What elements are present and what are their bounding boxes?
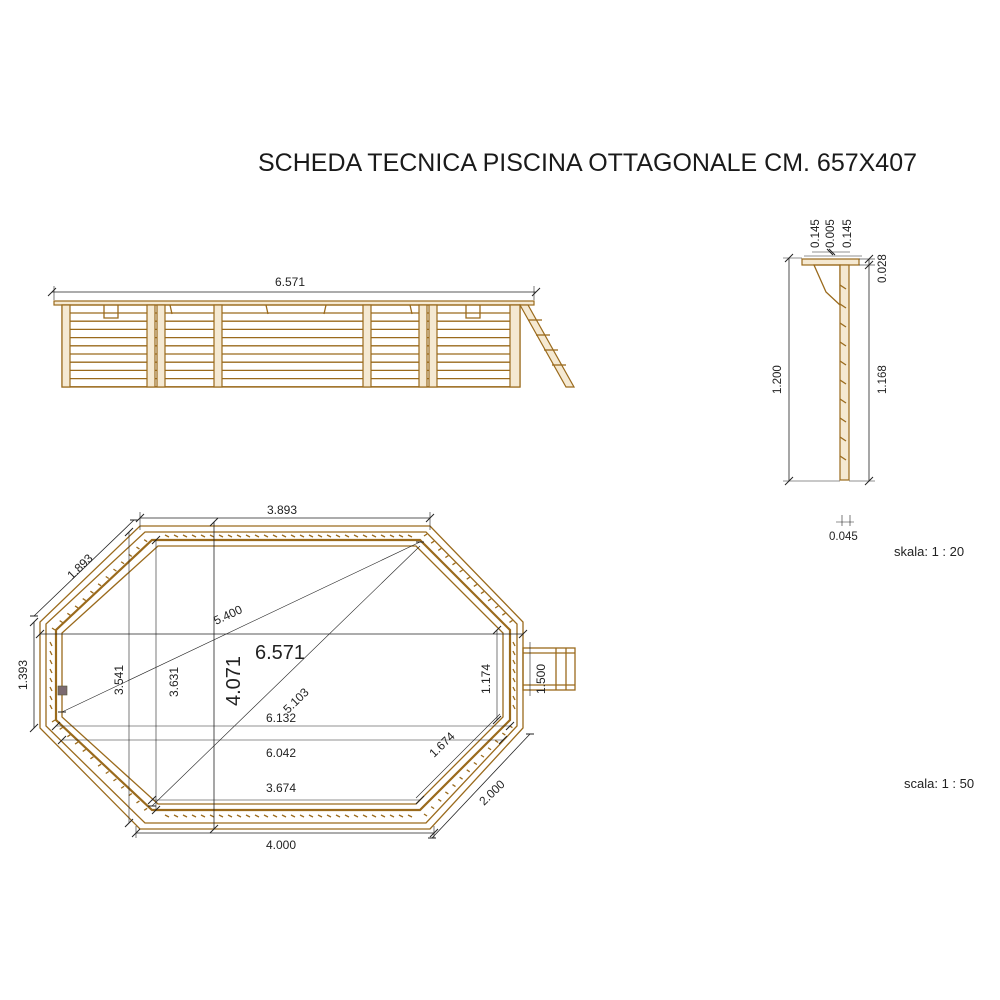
drawing-line	[513, 696, 515, 700]
drawing-line	[60, 621, 63, 623]
drawing-line	[488, 599, 491, 601]
drawing-line	[219, 815, 223, 817]
drawing-line	[255, 815, 259, 817]
drawing-line	[83, 599, 86, 601]
wall-section-view	[772, 219, 964, 559]
drawing-line	[513, 651, 515, 655]
plan-end-height-label: 1.393	[16, 659, 30, 690]
drawing-line	[52, 720, 55, 722]
plan-diag-side-label: 1.893	[64, 551, 96, 583]
drawing-line	[90, 757, 93, 759]
drawing-line	[183, 815, 187, 817]
drawing-line	[90, 591, 93, 593]
drawing-line	[300, 535, 304, 537]
drawing-line	[106, 772, 109, 774]
drawing-line	[98, 584, 101, 586]
drawing-line	[50, 696, 52, 700]
drawing-line	[246, 815, 250, 817]
plan-top-side-label: 3.893	[267, 503, 298, 517]
drawing-line	[381, 535, 385, 537]
drawing-line	[192, 535, 196, 537]
drawing-line	[513, 705, 515, 709]
drawing-line	[75, 606, 78, 608]
drawing-line	[144, 540, 147, 542]
section-cap-label: 0.028	[877, 254, 889, 283]
drawing-line	[452, 785, 455, 787]
plan-inner-3631-label: 3.631	[167, 666, 181, 697]
drawing-line	[474, 762, 477, 764]
drawing-line	[481, 592, 484, 594]
drawing-line	[246, 535, 250, 537]
drawing-line	[467, 577, 470, 579]
section-top-b-label: 0.005	[825, 219, 837, 248]
plan-scale-label: scala: 1 : 50	[904, 776, 975, 791]
plan-bottom-total-label: 4.000	[266, 838, 297, 852]
drawing-line	[228, 535, 232, 537]
drawing-line	[210, 815, 214, 817]
drawing-line	[495, 740, 498, 742]
drawing-line	[237, 815, 241, 817]
drawing-line	[513, 642, 515, 646]
drawing-line	[424, 534, 427, 536]
elevation-length-label: 6.571	[275, 275, 306, 289]
drawing-line	[336, 535, 340, 537]
drawing-line	[452, 563, 455, 565]
drawing-line	[363, 535, 367, 537]
plan-diag-5103-label: 5.103	[280, 685, 312, 717]
plan-inner-6132-label: 6.132	[266, 711, 297, 725]
drawing-line	[481, 755, 484, 757]
drawing-line	[192, 815, 196, 817]
drawing-line	[408, 815, 412, 817]
plan-diag-1674-label: 1.674	[426, 729, 458, 761]
drawing-line	[113, 569, 116, 571]
drawing-line	[502, 613, 505, 615]
drawing-line	[460, 570, 463, 572]
drawing-line	[336, 815, 340, 817]
drawing-line	[228, 815, 232, 817]
drawing-line	[399, 535, 403, 537]
drawing-line	[50, 687, 52, 691]
drawing-line	[201, 815, 205, 817]
drawing-line	[210, 535, 214, 537]
drawing-line	[354, 815, 358, 817]
drawing-line	[345, 535, 349, 537]
drawing-line	[513, 678, 515, 682]
section-top-c-label: 0.145	[842, 219, 854, 248]
plan-bottom-inner-label: 3.674	[266, 781, 297, 795]
drawing-line	[121, 562, 124, 564]
drawing-line	[255, 535, 259, 537]
drawing-line	[113, 779, 116, 781]
drawing-line	[445, 556, 448, 558]
drawing-line	[309, 535, 313, 537]
plan-length-main-label: 6.571	[255, 642, 306, 664]
drawing-line	[121, 786, 124, 788]
drawing-line	[174, 815, 178, 817]
drawing-line	[50, 642, 52, 646]
drawing-line	[309, 815, 313, 817]
section-thickness-label: 0.045	[829, 531, 858, 543]
drawing-line	[467, 770, 470, 772]
drawing-line	[183, 535, 187, 537]
octagonal-plan-view	[16, 503, 974, 852]
drawing-line	[291, 535, 295, 537]
drawing-line	[165, 535, 169, 537]
drawing-line	[237, 535, 241, 537]
section-height-wall-label: 1.168	[877, 365, 889, 394]
drawing-line	[390, 535, 394, 537]
drawing-line	[219, 535, 223, 537]
drawing-line	[291, 815, 295, 817]
drawing-line	[50, 660, 52, 664]
drawing-line	[431, 807, 434, 809]
section-top-a-label: 0.145	[810, 219, 822, 248]
drawing-line	[445, 792, 448, 794]
drawing-line	[50, 705, 52, 709]
drawing-line	[75, 742, 78, 744]
drawing-line	[513, 669, 515, 673]
drawing-line	[438, 799, 441, 801]
drawing-line	[318, 815, 322, 817]
drawing-line	[460, 777, 463, 779]
drawing-line	[165, 815, 169, 817]
drawing-line	[144, 808, 147, 810]
drawing-line	[509, 620, 512, 622]
drawing-line	[136, 547, 139, 549]
drawing-line	[106, 576, 109, 578]
drawing-line	[136, 801, 139, 803]
drawing-line	[83, 749, 86, 751]
drawing-line	[372, 815, 376, 817]
drawing-line	[52, 628, 55, 630]
drawing-line	[495, 606, 498, 608]
page-title: SCHEDA TECNICA PISCINA OTTAGONALE CM. 657X407	[258, 149, 918, 177]
drawing-line	[431, 541, 434, 543]
plan-right-1174-label: 1.174	[479, 663, 493, 694]
drawing-line	[408, 535, 412, 537]
section-height-total-label: 1.200	[772, 365, 784, 394]
drawing-line	[50, 651, 52, 655]
section-scale-label: skala: 1 : 20	[894, 544, 965, 559]
drawing-line	[174, 535, 178, 537]
drawing-line	[264, 535, 268, 537]
drawing-line	[513, 660, 515, 664]
drawing-line	[381, 815, 385, 817]
drawing-line	[327, 535, 331, 537]
drawing-line	[372, 535, 376, 537]
drawing-line	[50, 669, 52, 673]
plan-diag-2000-label: 2.000	[476, 777, 508, 809]
drawing-line	[438, 548, 441, 550]
drawing-line	[282, 535, 286, 537]
drawing-line	[67, 735, 70, 737]
drawing-line	[67, 613, 70, 615]
plan-width-main-label: 4.071	[223, 655, 245, 706]
drawing-line	[201, 535, 205, 537]
drawing-line	[300, 815, 304, 817]
drawing-line	[513, 687, 515, 691]
drawing-line	[264, 815, 268, 817]
drawing-line	[98, 764, 101, 766]
drawing-line	[390, 815, 394, 817]
drawing-line	[488, 748, 491, 750]
side-elevation-view	[48, 275, 574, 387]
drawing-line	[273, 535, 277, 537]
drawing-line	[327, 815, 331, 817]
drawing-line	[318, 535, 322, 537]
drawing-line	[363, 815, 367, 817]
plan-inner-3541-label: 3.541	[112, 664, 126, 695]
drawing-line	[474, 584, 477, 586]
drawing-line	[424, 814, 427, 816]
drawing-line	[60, 727, 63, 729]
drawing-line	[502, 733, 505, 735]
plan-diag-5400-label: 5.400	[211, 602, 245, 628]
plan-inner-6042-label: 6.042	[266, 746, 297, 760]
drawing-line	[282, 815, 286, 817]
drawing-line	[273, 815, 277, 817]
drawing-line	[399, 815, 403, 817]
drawing-line	[345, 815, 349, 817]
plan-ladder-1500-label: 1.500	[534, 663, 548, 694]
drawing-line	[50, 678, 52, 682]
drawing-line	[354, 535, 358, 537]
